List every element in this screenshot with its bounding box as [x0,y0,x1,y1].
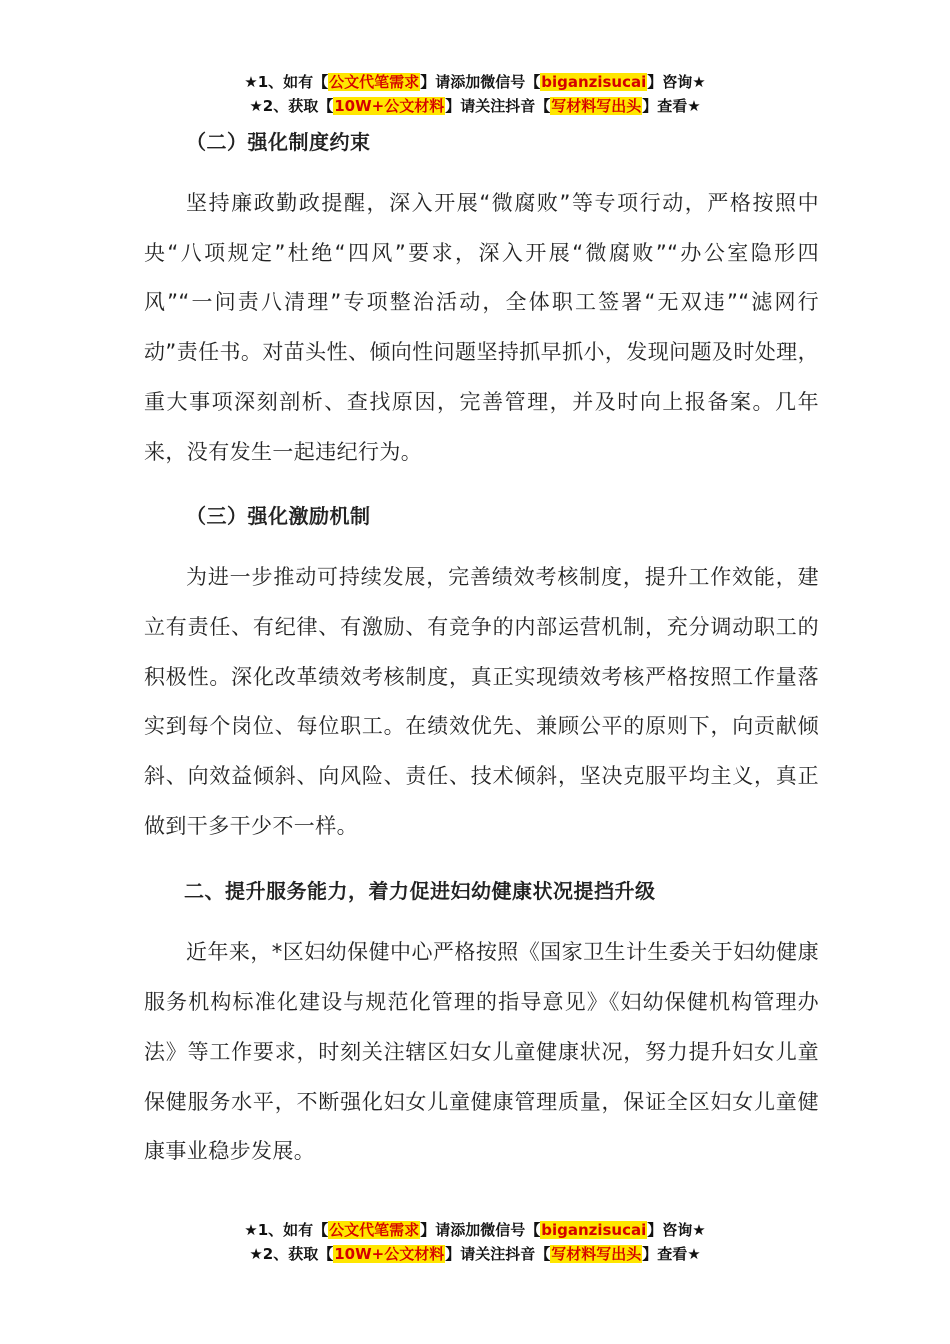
douyin-id-highlight: 写材料写出头 [551,1245,642,1263]
promo-text: 】请添加微信号【 [420,73,541,91]
section-heading: （三）强化激励机制 [186,504,371,529]
promo-highlight: 10W+公文材料 [334,1245,445,1263]
promo-text: 】查看★ [642,97,701,115]
promo-line-2 [0,94,950,118]
promo-text: 】查看★ [642,1245,701,1263]
section-paragraph: 坚持廉政勤政提醒，深入开展“微腐败”等专项行动，严格按照中央“八项规定”杜绝“四风”要求，深入开展“微腐败”“办公室隐形四风”“一问责八清理”专项整治活动，全体职工签署“无双违”“滤网行动”责任书。对苗头性、倾向性问题坚持抓早抓小，发现问题及时处理，重大事项深刻剖析、查找原因，完善管理，并及时向上报备案。几年来，没有发生一起违纪行为。 [144,191,819,464]
section-paragraph: 近年来，*区妇幼保健中心严格按照《国家卫生计生委关于妇幼健康服务机构标准化建设与规范化管理的指导意见》《妇幼保健机构管理办法》等工作要求，时刻关注辖区妇女儿童健康状况，努力提升妇女儿童保健服务水平，不断强化妇女儿童健康管理质量，保证全区妇女儿童健康事业稳步发展。 [144,940,819,1164]
promo-highlight: 公文代笔需求 [329,73,420,91]
bottom-promo-banner [0,1218,950,1266]
promo-highlight: 公文代笔需求 [329,1221,420,1239]
promo-text: 】请添加微信号【 [420,1221,541,1239]
wechat-id-highlight: biganzisucai [541,73,647,91]
promo-line-1 [0,1218,950,1242]
promo-highlight: 10W+公文材料 [334,97,445,115]
top-promo-banner [0,70,950,118]
promo-text: ★2、获取【 [249,1245,334,1263]
wechat-id-highlight: biganzisucai [541,1221,647,1239]
douyin-id-highlight: 写材料写出头 [551,97,642,115]
promo-text: 】咨询★ [647,1221,706,1239]
promo-text: 】请关注抖音【 [445,97,551,115]
section-heading: （二）强化制度约束 [186,130,371,154]
promo-text: 】请关注抖音【 [445,1245,551,1263]
promo-line-1 [0,70,950,94]
section-paragraph: 为进一步推动可持续发展，完善绩效考核制度，提升工作效能，建立有责任、有纪律、有激励、有竞争的内部运营机制，充分调动职工的积极性。深化改革绩效考核制度，真正实现绩效考核严格按照工作量落实到每个岗位、每位职工。在绩效优先、兼顾公平的原则下，向贡献倾斜、向效益倾斜、向风险、责任、技术倾斜，坚决克服平均主义，真正做到干多干少不一样。 [144,565,819,838]
promo-text: ★2、获取【 [249,97,334,115]
promo-text: ★1、如有【 [244,1221,329,1239]
section-heading: 二、提升服务能力，着力促进妇幼健康状况提挡升级 [184,879,656,904]
document-body [144,128,819,1177]
promo-text: ★1、如有【 [244,73,329,91]
promo-line-2 [0,1242,950,1266]
promo-text: 】咨询★ [647,73,706,91]
